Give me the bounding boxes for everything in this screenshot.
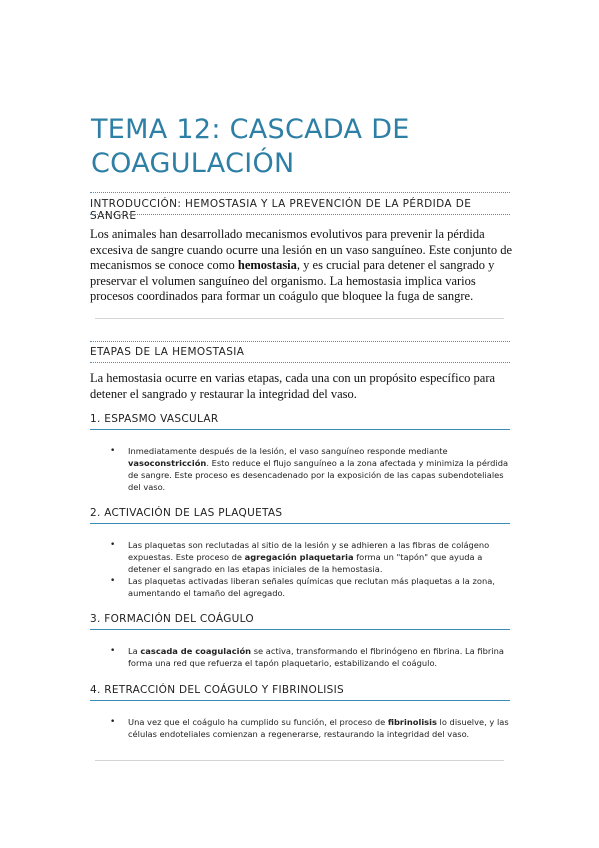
bullet-marker: • — [110, 540, 116, 550]
bullet-text: . Esto reduce el flujo sanguíneo a la zona afectada y minimiza la pérdida de sangre. Este proceso es desencadenado por la exposición de las capas subendoteliales del vaso. — [128, 458, 509, 492]
list-item — [110, 539, 510, 575]
intro-heading: INTRODUCCIÓN: HEMOSTASIA Y LA PREVENCIÓN DE LA PÉRDIDA DE SANGRE — [90, 198, 472, 222]
bullet-bold: agregación plaquetaria — [244, 552, 354, 562]
bullet-text: se activa, transformando el fibrinógeno en fibrina. La fibrina forma una red que refuerza el tapón plaquetario, estabilizando el coágulo. — [128, 646, 504, 668]
section-2-list — [110, 539, 510, 599]
bullet-text: La — [128, 646, 141, 656]
etapas-heading: ETAPAS DE LA HEMOSTASIA — [90, 346, 245, 358]
bullet-text: forma un "tapón" que ayuda a detener el sangrado en las etapas iniciales de la hemostasia. — [128, 552, 483, 574]
section-4-list — [110, 716, 510, 740]
bullet-marker: • — [110, 717, 116, 727]
bullet-text: Inmediatamente después de la lesión, el vaso sanguíneo responde mediante — [128, 446, 448, 456]
list-item — [110, 716, 510, 740]
divider-1 — [95, 318, 504, 319]
intro-text-1: Los animales han desarrollado mecanismos evolutivos para prevenir la pérdida excesiva de sangre cuando ocurre una lesión en un vaso sanguíneo. Este conjunto de mecanismos se conoce como — [90, 227, 513, 272]
section-4-rule — [90, 700, 510, 701]
section-3-list — [110, 645, 510, 669]
bullet-marker: • — [110, 646, 116, 656]
bullet-text: Una vez que el coágulo ha cumplido su función, el proceso de — [128, 717, 388, 727]
bullet-bold: cascada de coagulación — [140, 646, 252, 656]
divider-2 — [95, 760, 504, 761]
bullet-bold: fibrinolisis — [387, 717, 437, 727]
etapas-heading-bottom-border — [90, 362, 510, 363]
list-item — [110, 575, 510, 599]
bullet-marker: • — [110, 446, 116, 456]
section-3-rule — [90, 629, 510, 630]
intro-heading-bottom-border — [90, 214, 510, 215]
section-4-heading: 4. RETRACCIÓN DEL COÁGULO Y FIBRINOLISIS — [90, 684, 344, 696]
intro-text-2: , y es crucial para detener el sangrado y preservar el volumen sanguíneo del organismo. La hemostasia implica varios procesos coordinados para formar un coágulo que bloquee la fuga de sangre. — [90, 258, 495, 303]
section-2-heading: 2. ACTIVACIÓN DE LAS PLAQUETAS — [90, 507, 283, 519]
list-item — [110, 645, 510, 669]
bullet-text: Las plaquetas activadas liberan señales químicas que reclutan más plaquetas a la zona, aumentando el tamaño del agregado. — [128, 576, 495, 598]
intro-heading-top-border — [90, 192, 510, 193]
bullet-text: Las plaquetas son reclutadas al sitio de la lesión y se adhieren a las fibras de colágeno expuestas. Este proceso de — [128, 540, 490, 562]
bullet-text: lo disuelve, y las células endoteliales comienzan a regenerarse, restaurando la integridad del vaso. — [128, 717, 509, 739]
list-item — [110, 445, 510, 493]
bullet-bold: vasoconstricción — [128, 458, 207, 468]
intro-bold-term: hemostasia — [237, 258, 297, 272]
section-2-rule — [90, 523, 510, 524]
etapas-paragraph: La hemostasia ocurre en varias etapas, cada una con un propósito específico para detener el sangrado y restaurar la integridad del vaso. — [90, 371, 496, 401]
bullet-marker: • — [110, 576, 116, 586]
page-title: TEMA 12: CASCADA DE COAGULACIÓN — [91, 114, 410, 179]
etapas-heading-top-border — [90, 341, 510, 342]
section-1-list — [110, 445, 510, 493]
section-3-heading: 3. FORMACIÓN DEL COÁGULO — [90, 613, 254, 625]
section-1-rule — [90, 429, 510, 430]
intro-paragraph — [90, 227, 518, 305]
section-1-heading: 1. ESPASMO VASCULAR — [90, 413, 219, 425]
